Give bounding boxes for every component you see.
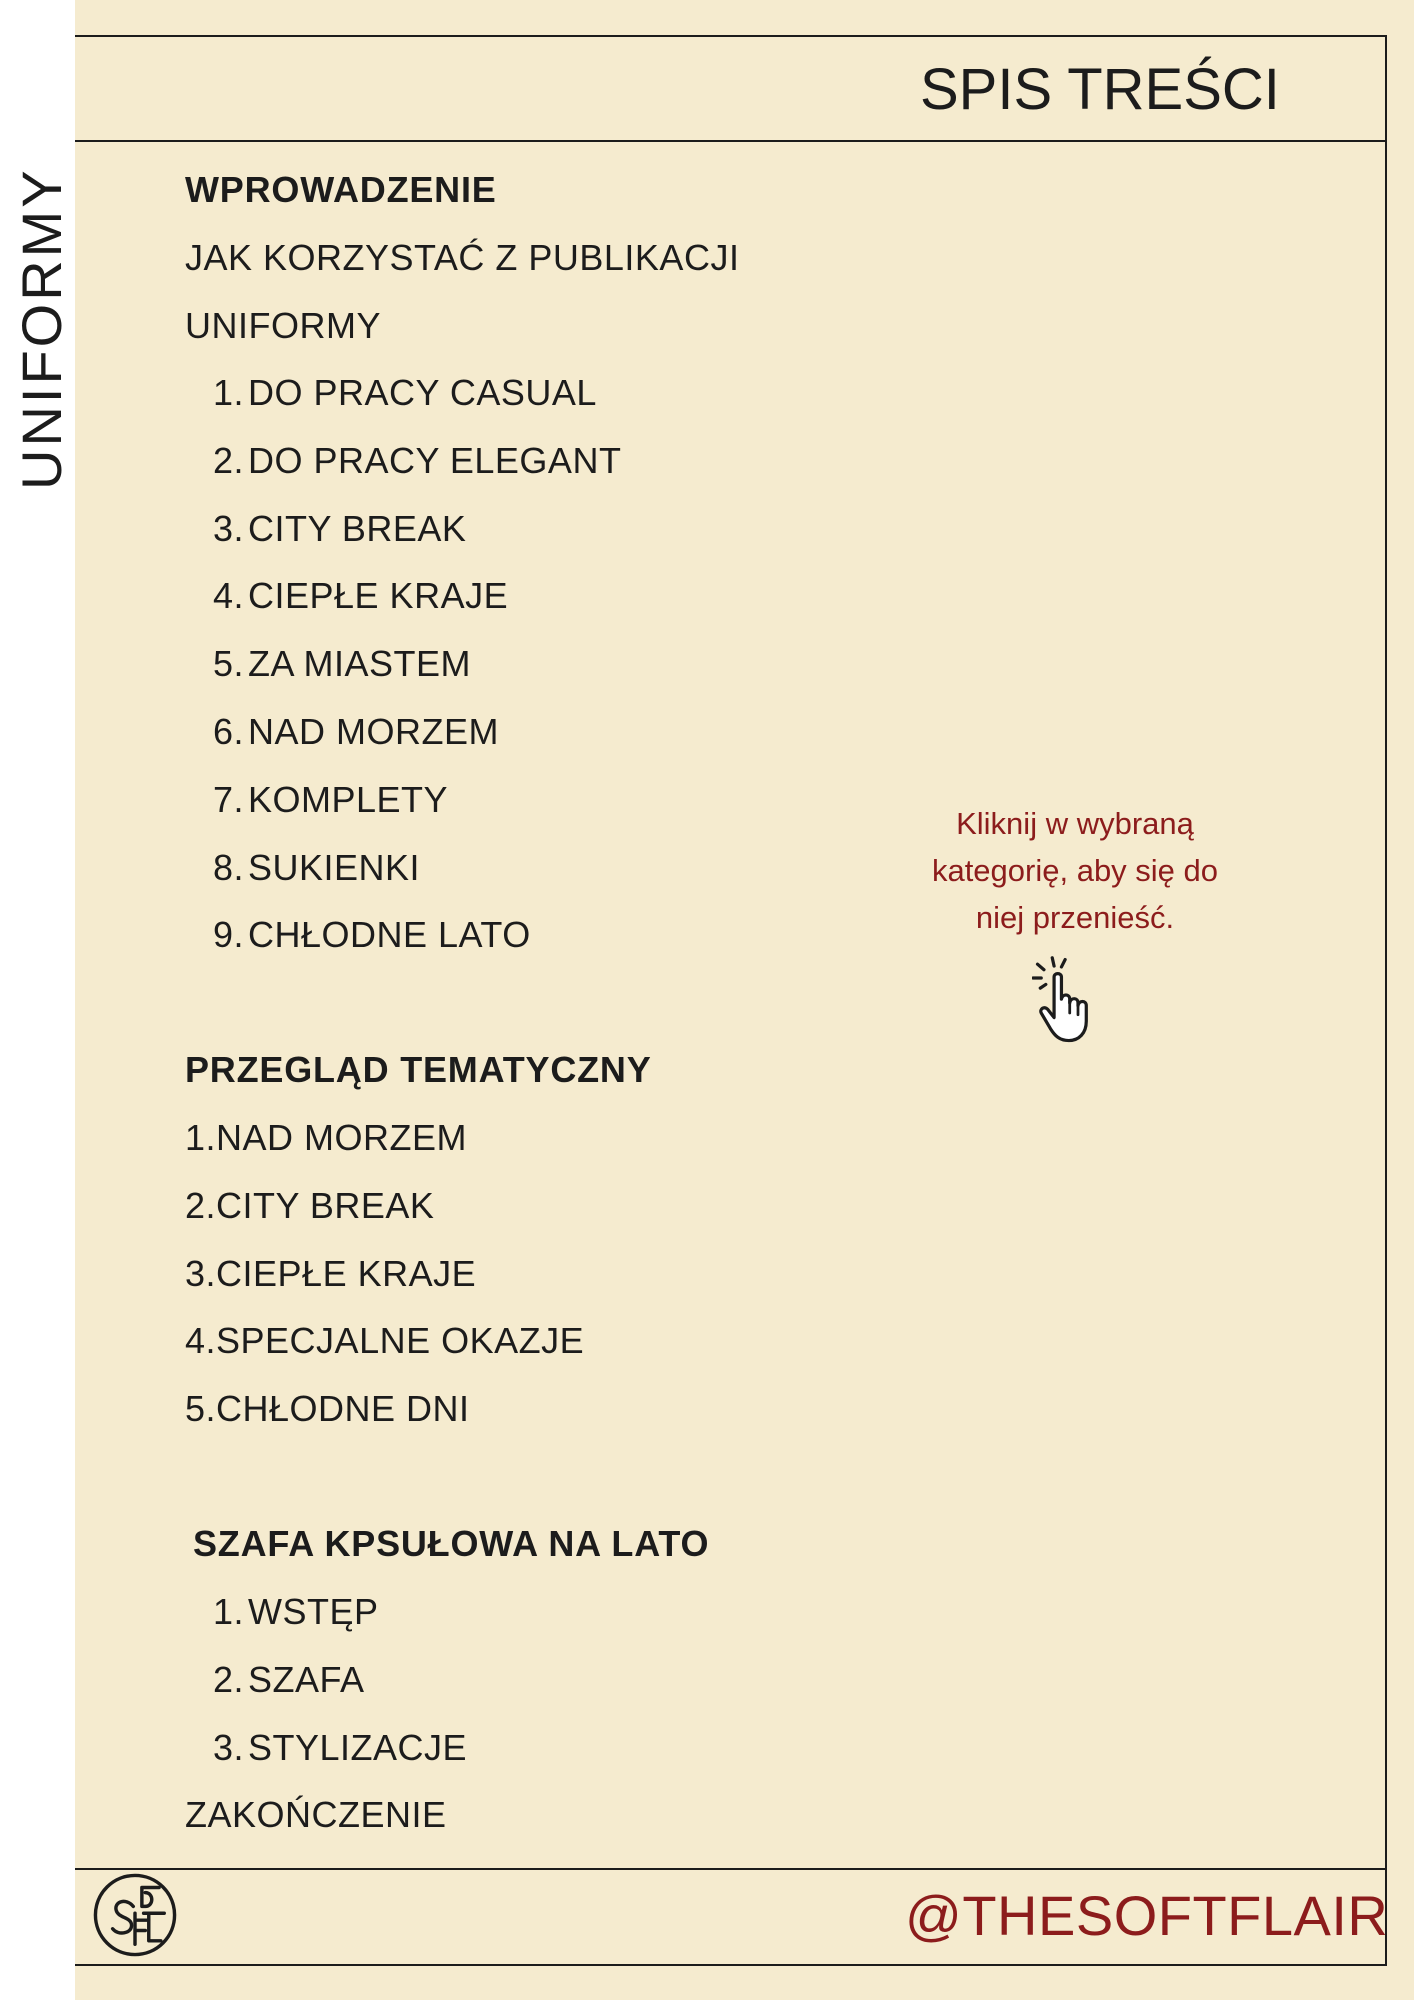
toc-uniforms-item[interactable] [211, 439, 622, 481]
page-background [75, 0, 1414, 2000]
toc-capsule-wardrobe[interactable]: SZAFA KPSUŁOWA NA LATO [193, 1523, 710, 1564]
toc-how-to-use[interactable]: JAK KORZYSTAĆ Z PUBLIKACJI [185, 237, 740, 278]
toc-item-label: ZA MIASTEM [248, 643, 472, 685]
toc-capsule-item[interactable] [211, 1726, 468, 1768]
toc-item-number: 3. [212, 1726, 244, 1768]
toc-thematic-item[interactable]: 3.CIEPŁE KRAJE [185, 1252, 477, 1294]
toc-uniforms-item[interactable] [211, 914, 531, 956]
toc-item-label: DO PRACY ELEGANT [248, 439, 622, 481]
toc-item-label: NAD MORZEM [248, 711, 499, 752]
footer-divider-line [75, 1868, 1387, 1870]
toc-item-label: WSTĘP [248, 1591, 379, 1632]
header-divider-line [75, 140, 1387, 142]
toc-thematic-item[interactable]: 2.CITY BREAK [185, 1184, 435, 1226]
frame-right-line [1385, 36, 1387, 1966]
page-title: SPIS TREŚCI [920, 57, 1280, 122]
hint-line-1: Kliknij w wybraną [956, 806, 1194, 841]
toc-item-label: CITY BREAK [248, 507, 467, 549]
toc-item-number: 8. [212, 846, 244, 888]
toc-item-number: 6. [212, 711, 244, 752]
toc-uniforms[interactable]: UNIFORMY [185, 305, 381, 346]
toc-item-number: 4. [212, 575, 244, 617]
toc-item-number: 1. [212, 372, 244, 413]
toc-item-label: KOMPLETY [248, 778, 449, 820]
toc-introduction[interactable]: WPROWADZENIE [185, 169, 497, 210]
frame-bottom-line [75, 1964, 1387, 1966]
toc-item-number: 9. [212, 914, 244, 956]
toc-item-label: SUKIENKI [248, 846, 421, 888]
toc-item-number: 5. [212, 643, 244, 685]
toc-uniforms-item[interactable] [211, 575, 509, 617]
toc-item-label: STYLIZACJE [248, 1726, 468, 1768]
toc-item-label: DO PRACY CASUAL [248, 372, 597, 413]
toc-thematic-item[interactable]: 4.SPECJALNE OKAZJE [185, 1320, 585, 1362]
toc-uniforms-item[interactable] [211, 643, 472, 685]
toc-item-number: 1. [212, 1591, 244, 1632]
toc-item-number: 2. [212, 439, 244, 481]
toc-thematic-item[interactable]: 5.CHŁODNE DNI [185, 1388, 470, 1430]
toc-uniforms-item[interactable] [211, 507, 467, 549]
toc-item-label: SZAFA [248, 1658, 365, 1700]
toc-thematic-review[interactable]: PRZEGLĄD TEMATYCZNY [185, 1049, 652, 1090]
toc-item-label: CHŁODNE LATO [248, 914, 531, 956]
toc-capsule-item[interactable] [211, 1658, 365, 1700]
hint-line-3: niej przenieść. [975, 900, 1175, 935]
toc-thematic-item[interactable]: 1.NAD MORZEM [185, 1117, 468, 1158]
toc-item-number: 7. [212, 778, 244, 820]
side-label: UNIFORMY [10, 167, 73, 490]
toc-uniforms-item[interactable] [211, 711, 499, 752]
toc-uniforms-item[interactable] [211, 372, 597, 413]
toc-capsule-item[interactable] [211, 1591, 379, 1632]
toc-item-number: 2. [212, 1658, 244, 1700]
toc-uniforms-item[interactable] [211, 846, 421, 888]
pointing-hand-click-icon [1032, 955, 1124, 1047]
toc-uniforms-item[interactable] [211, 778, 449, 820]
toc-item-label: CIEPŁE KRAJE [248, 575, 509, 617]
social-handle-link[interactable]: @THESOFTFLAIR [905, 1884, 1389, 1947]
navigation-hint [905, 800, 1245, 941]
thesoftflair-monogram-icon [92, 1872, 178, 1958]
frame-top-line [75, 35, 1387, 37]
hint-line-2: kategorię, aby się do [931, 853, 1219, 888]
toc-item-number: 3. [212, 507, 244, 549]
toc-conclusion[interactable]: ZAKOŃCZENIE [185, 1794, 447, 1835]
